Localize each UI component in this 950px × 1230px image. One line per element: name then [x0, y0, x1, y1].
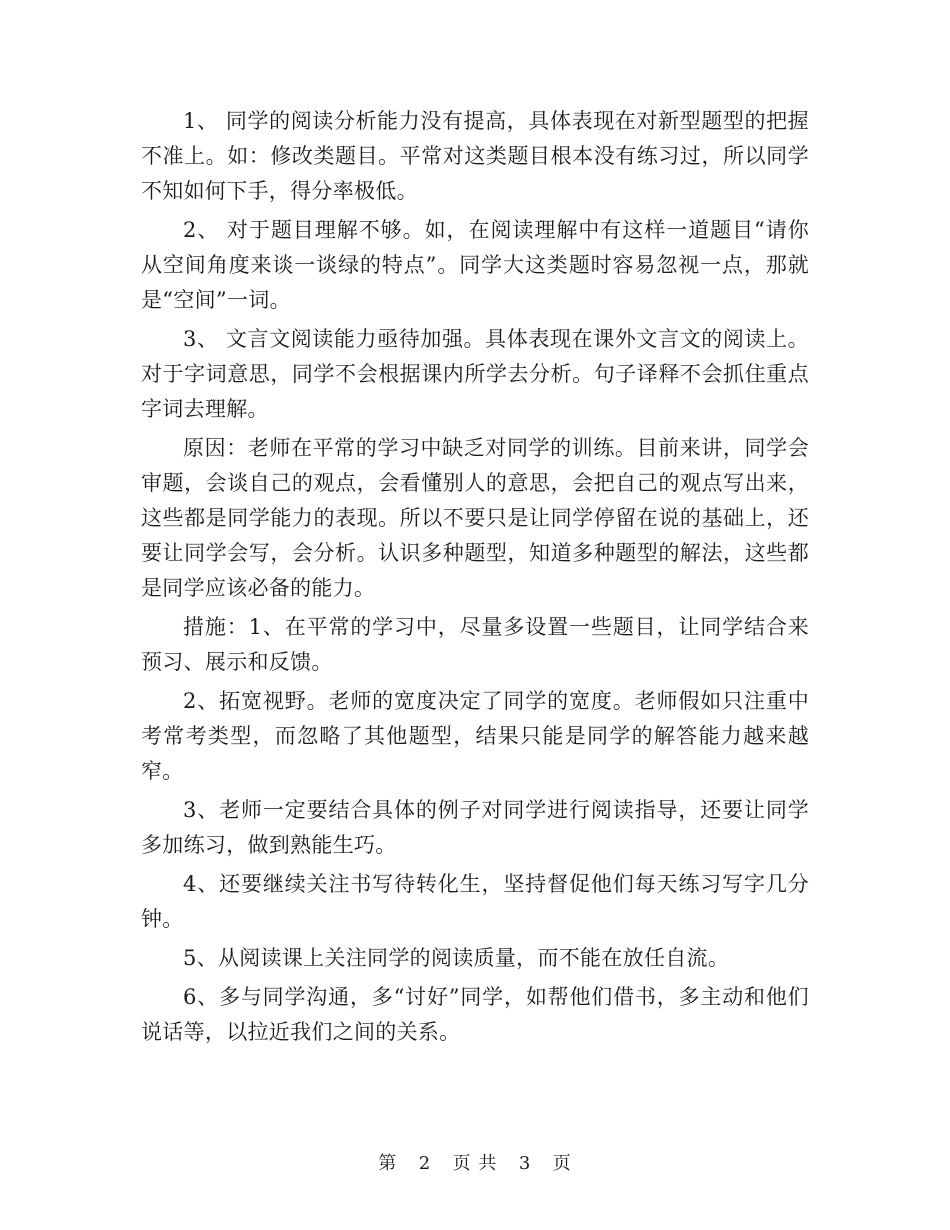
- footer-total-pages: 3: [518, 1153, 532, 1174]
- paragraph-measure-2: 2、拓宽视野。老师的宽度决定了同学的宽度。老师假如只注重中考常考类型，而忽略了其他题型，结果只能是同学的解答能力越来越窄。: [141, 689, 809, 783]
- paragraph-2: 2、 对于题目理解不够。如，在阅读理解中有这样一道题目“请你从空间角度来谈一谈绿的特点”。同学大这类题时容易忽视一点，那就是“空间”一词。: [141, 218, 809, 312]
- paragraph-measure-4: 4、还要继续关注书写待转化生，坚持督促他们每天练习写字几分钟。: [141, 872, 809, 931]
- paragraph-measures: 措施：1、在平常的学习中，尽量多设置一些题目，让同学结合来预习、展示和反馈。: [141, 615, 809, 674]
- footer-prefix: 第: [378, 1153, 398, 1174]
- paragraph-reason: 原因：老师在平常的学习中缺乏对同学的训练。目前来讲，同学会审题，会谈自己的观点，会看懂别人的意思，会把自己的观点写出来，这些都是同学能力的表现。所以不要只是让同学停留在说的基础上，还要让同学会写，会分析。认识多种题型，知道多种题型的解法，这些都是同学应该必备的能力。: [141, 436, 809, 600]
- paragraph-measure-3: 3、老师一定要结合具体的例子对同学进行阅读指导，还要让同学多加练习，做到熟能生巧。: [141, 798, 809, 857]
- footer-middle: 页 共: [452, 1153, 498, 1174]
- paragraph-measure-5: 5、从阅读课上关注同学的阅读质量，而不能在放任自流。: [183, 946, 730, 970]
- document-body: [141, 104, 809, 1054]
- paragraph-measure-6: 6、多与同学沟通，多“讨好”同学，如帮他们借书，多主动和他们说话等，以拉近我们之间的关系。: [141, 985, 809, 1044]
- footer-suffix: 页: [552, 1153, 572, 1174]
- paragraph-1: 1、 同学的阅读分析能力没有提高，具体表现在对新型题型的把握不准上。如：修改类题目。平常对这类题目根本没有练习过，所以同学不知如何下手，得分率极低。: [141, 109, 809, 203]
- footer-page-number: 2: [418, 1153, 432, 1174]
- page-footer: [0, 1152, 950, 1176]
- paragraph-3: 3、 文言文阅读能力亟待加强。具体表现在课外文言文的阅读上。对于字词意思，同学不会根据课内所学去分析。句子译释不会抓住重点字词去理解。: [141, 327, 809, 421]
